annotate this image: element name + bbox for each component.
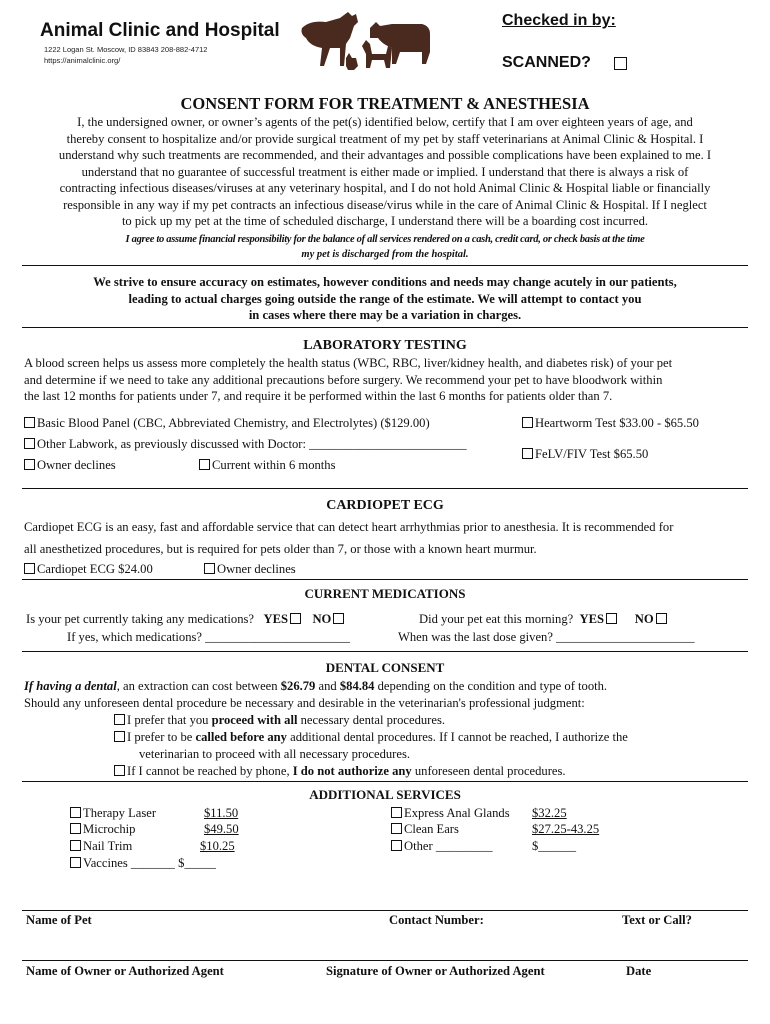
scanned-checkbox[interactable]: [614, 57, 627, 70]
current-6mo-label: Current within 6 months: [212, 458, 336, 472]
meds-yes-label: YES: [263, 612, 288, 626]
checkbox-icon[interactable]: [70, 857, 81, 868]
opt2-d: veterinarian to proceed with all necessary procedures.: [139, 747, 410, 761]
service-price: $______: [532, 839, 577, 853]
other-labwork-label: Other Labwork, as previously discussed with Doctor: _________________________: [37, 437, 467, 451]
service-label: Nail Trim: [83, 839, 133, 853]
dental-intro-a: , an extraction can cost between: [116, 679, 281, 693]
service-label: Therapy Laser: [83, 806, 157, 820]
clinic-website: https://animalclinic.org/: [44, 56, 121, 65]
dental-intro: [24, 678, 607, 695]
dental-line2: Should any unforeseen dental procedure be necessary and desirable in the veterinarian's professional judgment:: [24, 696, 585, 710]
lab-desc-line: and determine if we need to take any additional precautions before surgery. We recommend your pet to have bloodwork within: [24, 372, 663, 387]
service-label: Express Anal Glands: [404, 806, 510, 820]
service-price: $_____: [178, 856, 216, 870]
checkbox-icon[interactable]: [656, 613, 667, 624]
lab-description: [24, 355, 754, 405]
service-price: $27.25-43.25: [532, 822, 600, 836]
opt2-a: I prefer to be: [127, 730, 196, 744]
lab-owner-declines-option[interactable]: [24, 457, 116, 474]
checkbox-icon[interactable]: [24, 459, 35, 470]
date-label: Date: [626, 964, 652, 978]
cardiopet-option[interactable]: [24, 561, 153, 578]
financial-statement: [0, 232, 770, 262]
service-label: Other _________: [404, 839, 493, 853]
divider: [22, 781, 748, 782]
ecg-desc-line: all anesthetized procedures, but is required for pets older than 7, or those with a known heart murmur.: [24, 542, 537, 556]
checkbox-icon[interactable]: [204, 563, 215, 574]
checkbox-icon[interactable]: [522, 417, 533, 428]
lab-title: LABORATORY TESTING: [303, 338, 467, 353]
opt2-b: called before any: [195, 730, 287, 744]
current-6mo-option[interactable]: [199, 457, 335, 474]
consent-line: thereby consent to hospitalize and/or provide surgical treatment of my pet by staff veterinarians at Animal Clinic & Hospital. I: [66, 131, 704, 146]
service-vaccines[interactable]: [70, 855, 216, 872]
last-dose-field[interactable]: When was the last dose given? ______________________: [398, 630, 695, 644]
opt2-c: additional dental procedures. If I cannot be reached, I authorize the: [286, 730, 628, 744]
ecg-owner-declines-label: Owner declines: [217, 562, 296, 576]
opt3-a: If I cannot be reached by phone,: [127, 764, 293, 778]
estimate-line: We strive to ensure accuracy on estimates, however conditions and needs may change acutely in our patients,: [93, 275, 677, 289]
checkbox-icon[interactable]: [199, 459, 210, 470]
basic-panel-label: Basic Blood Panel (CBC, Abbreviated Chemistry, and Electrolytes) ($129.00): [37, 416, 430, 430]
consent-line: understand that no guarantee of successful treatment is either made or implied. I understand that there is always a risk of: [81, 164, 689, 179]
ecg-owner-declines-option[interactable]: [204, 561, 296, 578]
meds-q1-label: Is your pet currently taking any medications?: [26, 612, 255, 626]
consent-line: I, the undersigned owner, or owner’s agents of the pet(s) identified below, certify that I am over eighteen years of age, and: [77, 115, 693, 129]
consent-line: contracting infectious diseases/viruses at any veterinary hospital, and I do not hold Animal Clinic & Hospital liable or financially: [59, 181, 711, 195]
dental-option-decline[interactable]: [114, 763, 566, 780]
eat-no-label: NO: [634, 612, 654, 626]
clinic-name: Animal Clinic and Hospital: [40, 20, 280, 41]
scanned-label: SCANNED?: [502, 54, 591, 71]
checkbox-icon[interactable]: [290, 613, 301, 624]
consent-line: responsible in any way if my pet contracts an infectious disease/virus while in the care of Animal Clinic & Hospital. If I neglect: [63, 197, 707, 212]
lab-owner-declines-label: Owner declines: [37, 458, 116, 472]
estimate-line: in cases where there may be a variation in charges.: [248, 308, 522, 322]
owner-sign-line[interactable]: [22, 960, 748, 961]
dental-intro-c: depending on the condition and type of tooth.: [374, 679, 608, 693]
checkbox-icon[interactable]: [606, 613, 617, 624]
clinic-address: 1222 Logan St. Moscow, ID 83843 208-882-4712: [44, 45, 208, 54]
felv-label: FeLV/FIV Test $65.50: [535, 447, 649, 461]
service-price: $32.25: [532, 806, 567, 820]
contact-number-label: Contact Number:: [389, 913, 484, 927]
additional-title: ADDITIONAL SERVICES: [309, 787, 461, 802]
dental-option-call[interactable]: [114, 729, 628, 746]
checkbox-icon[interactable]: [391, 840, 402, 851]
checkbox-icon[interactable]: [391, 807, 402, 818]
checkbox-icon[interactable]: [114, 714, 125, 725]
meds-no-label: NO: [312, 612, 332, 626]
checkbox-icon[interactable]: [24, 563, 35, 574]
consent-line: to pick up my pet at the time of scheduled discharge, I understand there will be a boarding cost incurred.: [121, 214, 649, 228]
basic-panel-option[interactable]: [24, 415, 430, 432]
owner-name-label: Name of Owner or Authorized Agent: [26, 964, 224, 978]
meds-question: [26, 611, 346, 628]
which-meds-field[interactable]: If yes, which medications? _______________________: [67, 630, 350, 644]
dental-price-high: $84.84: [339, 679, 375, 693]
service-label: Vaccines _______: [83, 856, 175, 870]
checkbox-icon[interactable]: [24, 417, 35, 428]
checkbox-icon[interactable]: [70, 840, 81, 851]
service-price: $49.50: [204, 822, 239, 836]
ecg-title: CARDIOPET ECG: [326, 498, 444, 513]
dental-intro-lead: If having a dental: [24, 679, 117, 693]
estimate-line: leading to actual charges going outside the range of the estimate. We will attempt to contact you: [128, 291, 642, 306]
eat-question: [419, 611, 669, 628]
checkbox-icon[interactable]: [70, 823, 81, 834]
meds-title: CURRENT MEDICATIONS: [304, 586, 466, 601]
estimate-notice: [0, 274, 770, 324]
name-of-pet-label: Name of Pet: [26, 913, 92, 927]
service-other[interactable]: [391, 838, 493, 855]
financial-line: my pet is discharged from the hospital.: [301, 249, 469, 260]
service-label: Clean Ears: [404, 822, 459, 836]
divider: [22, 579, 748, 580]
checkbox-icon[interactable]: [391, 823, 402, 834]
dental-price-low: $26.79: [280, 679, 316, 693]
service-price: $10.25: [200, 839, 235, 853]
opt1-b: proceed with all: [211, 713, 298, 727]
cardiopet-label: Cardiopet ECG $24.00: [37, 562, 153, 576]
service-nail-trim[interactable]: [70, 838, 132, 855]
pet-name-line[interactable]: [22, 910, 748, 911]
opt3-b: I do not authorize any: [292, 764, 412, 778]
checkbox-icon[interactable]: [522, 448, 533, 459]
opt1-a: I prefer that you: [127, 713, 212, 727]
heartworm-label: Heartworm Test $33.00 - $65.50: [535, 416, 699, 430]
text-or-call-label: Text or Call?: [622, 913, 692, 927]
dental-option-proceed[interactable]: [114, 712, 445, 729]
consent-line: understand why such treatments are recommended, and their advantages and possible complications have been explained to me. I: [58, 148, 712, 162]
service-anal-glands[interactable]: [391, 805, 510, 822]
consent-title: CONSENT FORM FOR TREATMENT & ANESTHESIA: [180, 94, 590, 113]
divider: [22, 488, 748, 489]
service-microchip[interactable]: [70, 821, 135, 838]
eat-yes-label: YES: [579, 612, 605, 626]
checkbox-icon[interactable]: [70, 807, 81, 818]
checked-in-label: Checked in by:: [502, 12, 616, 29]
eat-q-label: Did your pet eat this morning?: [419, 612, 574, 626]
divider: [22, 327, 748, 328]
dental-title: DENTAL CONSENT: [325, 660, 445, 675]
lab-desc-line: A blood screen helps us assess more completely the health status (WBC, RBC, liver/kidney health, and diabetes risk) of your pet: [24, 356, 673, 370]
checkbox-icon[interactable]: [333, 613, 344, 624]
consent-body: [0, 114, 770, 230]
service-label: Microchip: [83, 822, 136, 836]
felv-option[interactable]: [522, 446, 648, 463]
lab-desc-line: the last 12 months for patients under 7, and require it be performed within the last 6 months for patients older than 7.: [24, 389, 613, 403]
opt3-c: unforeseen dental procedures.: [411, 764, 566, 778]
dental-intro-b: and: [315, 679, 340, 693]
checkbox-icon[interactable]: [24, 438, 35, 449]
other-labwork-option[interactable]: [24, 436, 467, 453]
animals-logo: [296, 8, 438, 74]
service-clean-ears[interactable]: [391, 821, 459, 838]
ecg-desc-line: Cardiopet ECG is an easy, fast and affordable service that can detect heart arrhythmias prior to anesthesia. It is recommended for: [24, 520, 674, 534]
heartworm-option[interactable]: [522, 415, 699, 432]
checkbox-icon[interactable]: [114, 731, 125, 742]
financial-line: I agree to assume financial responsibility for the balance of all services rendered on a cash, credit card, or check basis at the time: [125, 234, 645, 245]
divider: [22, 651, 748, 652]
checkbox-icon[interactable]: [114, 765, 125, 776]
opt1-c: necessary dental procedures.: [297, 713, 446, 727]
divider: [22, 265, 748, 266]
service-price: $11.50: [204, 806, 239, 820]
service-therapy-laser[interactable]: [70, 805, 156, 822]
owner-signature-label: Signature of Owner or Authorized Agent: [326, 964, 545, 978]
